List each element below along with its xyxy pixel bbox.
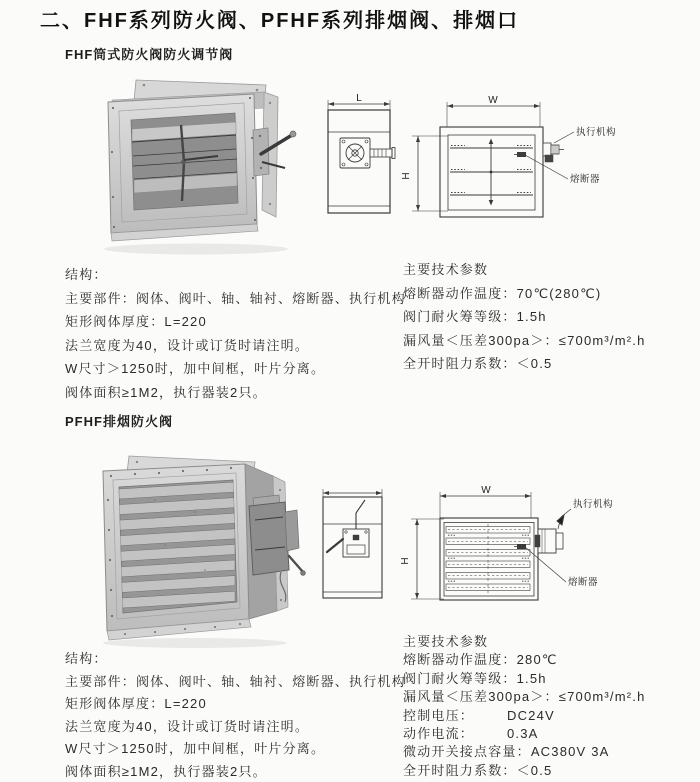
pfhf-side-view — [315, 483, 398, 608]
structure-line: 矩形阀体厚度：L=220 — [65, 314, 207, 329]
side-actuator-mechanism — [327, 500, 369, 557]
dim-w-label: W — [488, 95, 498, 106]
param-row — [403, 725, 646, 743]
param-label: 熔断器动作温度： — [403, 285, 517, 301]
pfhf-front-view — [398, 483, 660, 633]
pfhf-damper-photo — [95, 450, 307, 650]
param-label: 动作电流： — [403, 726, 475, 742]
structure-title: 结构： — [65, 267, 108, 282]
param-value: ≤700m³/m².h — [558, 332, 646, 348]
structure-line: W尺寸＞1250时，加中间框，叶片分离。 — [65, 741, 326, 756]
structure-line: 法兰宽度为40，设计或订货时请注明。 — [65, 337, 310, 353]
front-actuator — [543, 143, 564, 162]
param-row — [403, 282, 646, 306]
dim-h-label: H — [401, 172, 412, 180]
structure-line: 主要部件：阀体、阀叶、轴、轴衬、熔断器、执行机构 — [65, 290, 406, 306]
param-label: 熔断器动作温度： — [403, 652, 517, 668]
structure-line: 法兰宽度为40，设计或订货时请注明。 — [65, 718, 310, 734]
param-label: 微动开关接点容量： — [403, 744, 531, 760]
side-actuator-mechanism — [340, 138, 395, 168]
dim-h-label: H — [400, 557, 411, 565]
structure-title: 结构： — [65, 651, 108, 666]
param-row — [403, 762, 646, 780]
fuse-label: 熔断器 — [568, 577, 599, 588]
param-row — [403, 329, 646, 353]
actuator-label: 执行机构 — [573, 499, 614, 510]
section2-structure — [65, 648, 406, 782]
fuse-icon — [514, 152, 526, 157]
structure-line: 矩形阀体厚度：L=220 — [65, 696, 207, 711]
param-label: 漏风量＜压差300pa＞： — [403, 689, 559, 705]
param-value: 1.5h — [516, 309, 547, 324]
structure-line: 阀体面积≥1M2，执行器装2只。 — [65, 763, 267, 779]
front-actuator — [535, 515, 564, 553]
params-title: 主要技术参数 — [403, 634, 489, 649]
page-title: 二、FHF系列防火阀、PFHF系列排烟阀、排烟口 — [40, 10, 520, 32]
structure-line: W尺寸＞1250时，加中间框，叶片分离。 — [65, 361, 326, 376]
param-value: 0.3A — [507, 726, 539, 742]
param-label: 阀门耐火筹等级： — [403, 670, 517, 686]
louver-rows — [446, 524, 530, 594]
actuator-leader-line — [554, 132, 574, 143]
fhf-damper-photo — [88, 76, 306, 258]
param-label: 漏风量＜压差300pa＞： — [403, 332, 559, 348]
param-value: ≤700m³/m².h — [558, 689, 646, 705]
fuse-label: 熔断器 — [570, 174, 601, 185]
param-row — [403, 743, 646, 761]
param-value: AC380V 3A — [530, 744, 610, 760]
dim-w-label: W — [481, 485, 491, 496]
fhf-side-view — [313, 93, 398, 220]
param-label: 全开时阻力系数： — [403, 356, 517, 371]
fhf-front-view — [398, 93, 660, 230]
structure-line: 主要部件：阀体、阀叶、轴、轴衬、熔断器、执行机构 — [65, 673, 406, 689]
param-row — [403, 651, 646, 669]
actuator-leader-line — [561, 509, 571, 517]
param-value: ＜0.5 — [516, 356, 553, 371]
param-row — [403, 670, 646, 688]
param-row — [403, 707, 646, 725]
structure-line: 阀体面积≥1M2，执行器装2只。 — [65, 384, 267, 400]
param-row — [403, 305, 646, 329]
section1-params — [403, 258, 646, 376]
actuator-label: 执行机构 — [576, 127, 617, 138]
param-label: 控制电压： — [403, 707, 475, 723]
section1-structure — [65, 263, 406, 404]
param-value: ＜0.5 — [516, 762, 553, 778]
params-title: 主要技术参数 — [403, 262, 489, 277]
param-label: 阀门耐火筹等级： — [403, 309, 517, 324]
param-value: 70℃(280℃) — [516, 285, 602, 301]
param-label: 全开时阻力系数： — [403, 762, 517, 778]
dim-l-label: L — [356, 93, 362, 104]
section2-params — [403, 633, 646, 780]
param-value: 1.5h — [516, 670, 547, 686]
param-row — [403, 688, 646, 706]
param-value: 280℃ — [516, 652, 558, 668]
param-row — [403, 352, 646, 376]
section1-heading: FHF筒式防火阀防火调节阀 — [65, 47, 234, 62]
section2-heading: PFHF排烟防火阀 — [65, 414, 173, 429]
param-value: DC24V — [507, 707, 555, 723]
